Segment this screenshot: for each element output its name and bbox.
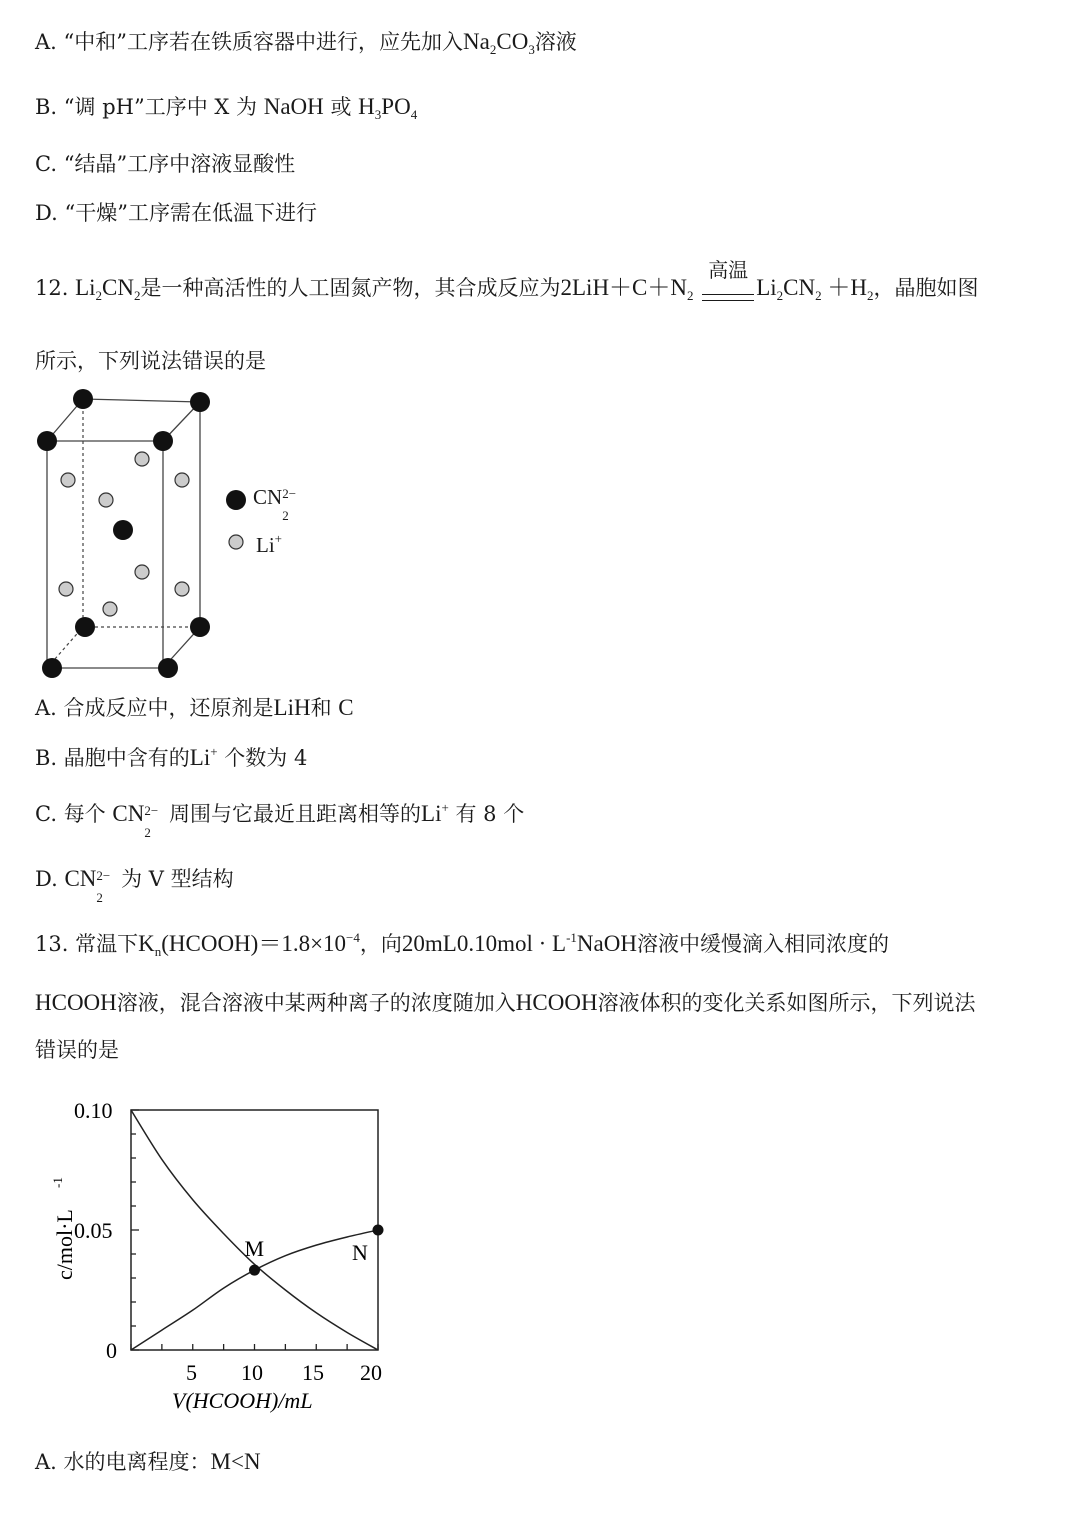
cn2-ion bbox=[190, 392, 210, 412]
option-d-prev: D. “干燥”工序需在低温下进行 bbox=[35, 201, 317, 225]
x-tick-label: 15 bbox=[302, 1360, 324, 1385]
q13-stem-line2: HCOOH溶液，混合溶液中某两种离子的浓度随加入HCOOH溶液体积的变化关系如图所示，下列说法 bbox=[35, 990, 976, 1015]
plot-frame bbox=[131, 1110, 378, 1350]
legend-li: Li+ bbox=[256, 531, 283, 557]
cn2-ion bbox=[190, 617, 210, 637]
point-label-n: N bbox=[352, 1240, 368, 1265]
cn2-ion bbox=[113, 520, 133, 540]
li-ion bbox=[61, 473, 75, 487]
y-axis-label-sup: -1 bbox=[50, 1177, 65, 1188]
x-axis-label: V(HCOOH)/mL bbox=[172, 1388, 313, 1413]
li-ion bbox=[99, 493, 113, 507]
q12-option-a: A. 合成反应中，还原剂是LiH和 C bbox=[35, 695, 354, 720]
series-falling-line bbox=[131, 1110, 378, 1350]
x-tick-label: 20 bbox=[360, 1360, 382, 1385]
cn2-ion bbox=[73, 389, 93, 409]
cn2-ion bbox=[37, 431, 57, 451]
point-label-m: M bbox=[244, 1236, 265, 1262]
legend-cn2: CN 2− 2 bbox=[253, 485, 297, 523]
li-ion bbox=[135, 565, 149, 579]
q13-stem-line3: 错误的是 bbox=[35, 1038, 119, 1062]
y-tick-label: 0.10 bbox=[74, 1098, 113, 1123]
cn2-ion bbox=[158, 658, 178, 678]
li-ion bbox=[175, 582, 189, 596]
crystal-cell-diagram bbox=[30, 385, 330, 685]
cn2-ion bbox=[153, 431, 173, 451]
concentration-chart bbox=[40, 1090, 410, 1420]
legend-li-marker bbox=[229, 535, 243, 549]
x-tick-label: 10 bbox=[241, 1360, 263, 1385]
point-m bbox=[249, 1265, 260, 1276]
q12-stem-line2: 所示，下列说法错误的是 bbox=[35, 349, 266, 373]
legend-cn2-marker bbox=[226, 490, 246, 510]
li-ion bbox=[135, 452, 149, 466]
q12-option-c: C. 每个 CN 2− 2 周围与它最近且距离相等的Li+ 有 8 个 bbox=[35, 800, 525, 840]
option-a-prev: A. “中和”工序若在铁质容器中进行，应先加入$Na_2CO_3$溶液 bbox=[35, 29, 577, 57]
option-b-prev: B. “调 pH”工序中 X 为 NaOH 或 $H_3PO_4$ bbox=[35, 94, 418, 122]
cn2-ion bbox=[42, 658, 62, 678]
q12-option-d: D. CN 2− 2 为 V 型结构 bbox=[35, 866, 234, 905]
y-axis-label: c/mol·L bbox=[52, 1209, 77, 1280]
li-ion bbox=[175, 473, 189, 487]
q12-option-b: B. 晶胞中含有的Li+ 个数为 4 bbox=[35, 744, 308, 770]
y-tick-label: 0 bbox=[106, 1338, 117, 1363]
option-c-prev: C. “结晶”工序中溶液显酸性 bbox=[35, 152, 296, 176]
point-n bbox=[373, 1225, 384, 1236]
q13-option-a: A. 水的电离程度：M<N bbox=[35, 1449, 261, 1474]
reaction-condition: 高温 bbox=[700, 284, 756, 305]
q13-stem: 13. 常温下$K_n(HCOOH)=1.8\times 10^{-4}$，向$20mL0.10mol \cdot L^{-1}NaOH$溶液中缓慢滴入相同浓度的 bbox=[35, 930, 889, 959]
li-ion bbox=[59, 582, 73, 596]
li-ion bbox=[103, 602, 117, 616]
x-tick-label: 5 bbox=[186, 1360, 197, 1385]
cn2-ion bbox=[75, 617, 95, 637]
y-tick-label: 0.05 bbox=[74, 1218, 113, 1243]
q12-stem: 12. $Li_2CN_2$是一种高活性的人工固氮产物，其合成反应为$2LiH+C+N_2$ 高温 $Li_2CN_2 +H_2$，晶胞如图 bbox=[35, 258, 979, 303]
